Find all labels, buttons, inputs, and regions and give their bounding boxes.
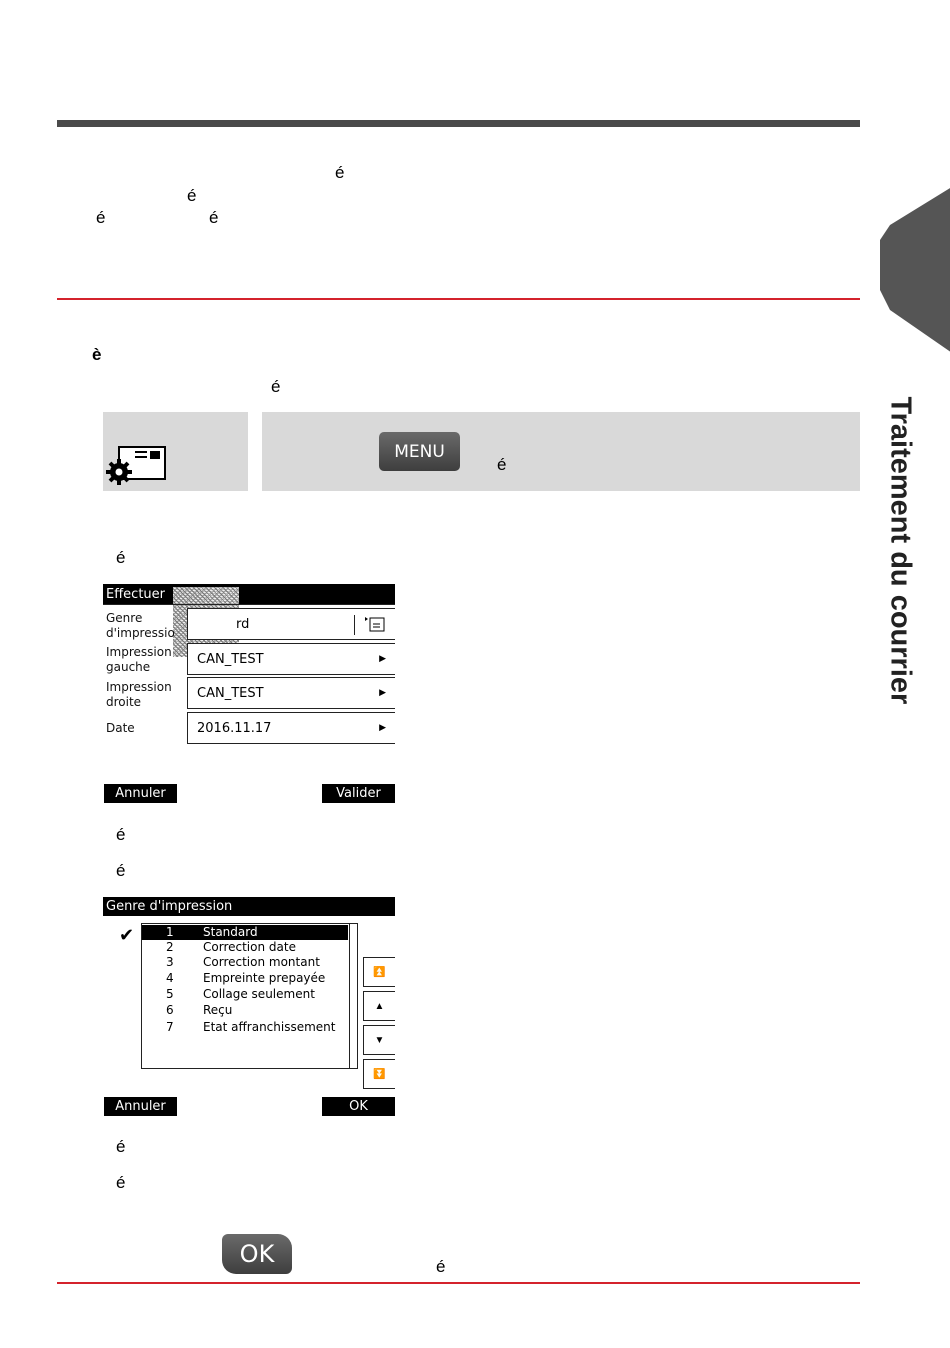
step-char: é bbox=[116, 548, 126, 567]
ok-key: OK bbox=[222, 1234, 292, 1274]
checkmark-icon: ✔ bbox=[119, 925, 135, 945]
ok-line-char: é bbox=[436, 1257, 446, 1276]
step-char: é bbox=[116, 1173, 126, 1192]
field-label: Genre d'impressio bbox=[106, 611, 175, 640]
ok-button[interactable]: OK bbox=[322, 1097, 395, 1116]
screen-title-text: Effectuer bbox=[106, 586, 165, 602]
scroll-up-button[interactable] bbox=[363, 991, 395, 1021]
screen-title: Genre d'impression bbox=[103, 897, 395, 916]
print-type-list[interactable] bbox=[141, 923, 358, 1069]
list-item[interactable]: 7 Etat affranchissement bbox=[166, 1020, 336, 1034]
screen-effectuer bbox=[103, 584, 395, 806]
field-label: Impression droite bbox=[106, 680, 172, 709]
scroll-down-button[interactable] bbox=[363, 1025, 395, 1055]
chapter-tab bbox=[880, 185, 950, 355]
up-icon: ▲ bbox=[374, 1000, 385, 1012]
screen-print-type bbox=[103, 897, 395, 1117]
intro-char: é bbox=[187, 186, 197, 205]
screen-title bbox=[103, 584, 395, 604]
list-item[interactable]: 4 Empreinte prepayée bbox=[166, 971, 326, 985]
arrow-right-icon: ▶ bbox=[379, 654, 386, 664]
down-icon: ▼ bbox=[374, 1034, 385, 1046]
section-divider bbox=[57, 298, 860, 300]
intro-char: é bbox=[335, 163, 345, 182]
date-field[interactable]: 2016.11.17 ▶ bbox=[187, 712, 395, 744]
list-item[interactable]: 1 Standard bbox=[142, 925, 348, 940]
envelope-list-icon bbox=[364, 615, 386, 637]
cancel-button[interactable]: Annuler bbox=[104, 784, 177, 803]
double-down-icon: ⏬ bbox=[373, 1068, 386, 1080]
chapter-title: Traitement du courrier bbox=[884, 396, 917, 705]
list-item[interactable]: 5 Collage seulement bbox=[166, 987, 315, 1001]
section-heading-char: è bbox=[92, 345, 102, 364]
cancel-button[interactable]: Annuler bbox=[104, 1097, 177, 1116]
intro-char: é bbox=[209, 208, 219, 227]
step-char: é bbox=[116, 861, 126, 880]
menu-key: MENU bbox=[379, 432, 460, 471]
step-char: é bbox=[116, 825, 126, 844]
field-label: Impression gauche bbox=[106, 645, 172, 674]
icon-cell bbox=[103, 412, 248, 491]
header-rule bbox=[57, 120, 860, 127]
right-print-field[interactable]: CAN_TEST ▶ bbox=[187, 677, 395, 709]
validate-button[interactable]: Valider bbox=[322, 784, 395, 803]
section-line-char: é bbox=[271, 377, 281, 396]
instruction-char: é bbox=[497, 455, 507, 474]
arrow-right-icon: ▶ bbox=[379, 723, 386, 733]
list-scrollbar bbox=[349, 924, 350, 1068]
list-item[interactable]: 2 Correction date bbox=[166, 940, 296, 954]
print-type-field[interactable]: rd bbox=[187, 608, 395, 640]
footer-divider bbox=[57, 1282, 860, 1284]
arrow-right-icon: ▶ bbox=[379, 688, 386, 698]
scroll-bottom-button[interactable] bbox=[363, 1059, 395, 1089]
settings-envelope-icon bbox=[105, 445, 167, 492]
left-print-field[interactable]: CAN_TEST ▶ bbox=[187, 643, 395, 675]
list-item[interactable]: 6 Reçu bbox=[166, 1003, 233, 1017]
scroll-top-button[interactable] bbox=[363, 957, 395, 987]
list-item[interactable]: 3 Correction montant bbox=[166, 955, 320, 969]
double-up-icon: ⏫ bbox=[373, 966, 386, 978]
instruction-cell bbox=[262, 412, 860, 491]
intro-char: é bbox=[96, 208, 106, 227]
step-char: é bbox=[116, 1137, 126, 1156]
field-label: Date bbox=[106, 721, 135, 735]
